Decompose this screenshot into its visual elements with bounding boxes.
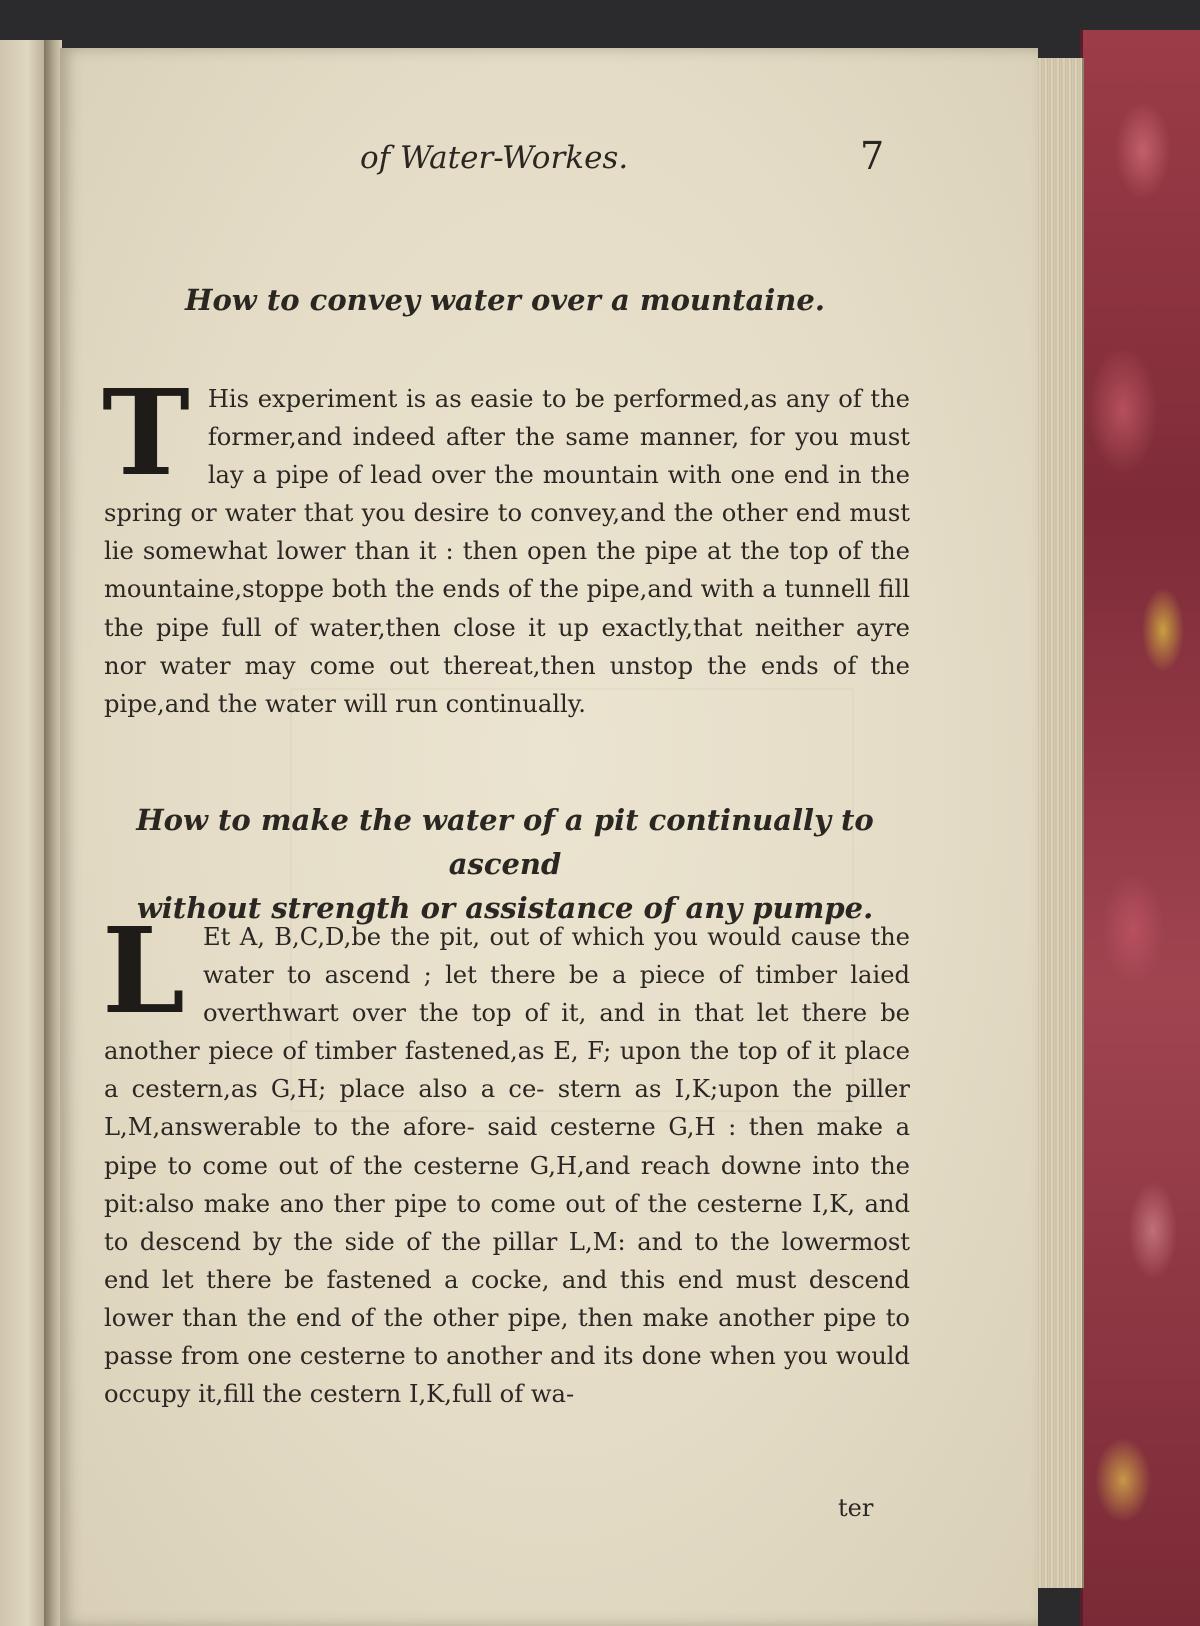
running-head-title: of Water-Workes.	[360, 140, 629, 176]
section-1-paragraph	[102, 363, 910, 723]
section-heading-1: How to convey water over a mountaine.	[185, 283, 825, 317]
dropcap-t: T	[102, 363, 190, 502]
section-heading-2	[100, 798, 910, 930]
running-head	[100, 128, 910, 188]
dropcap-l: L	[102, 901, 185, 1040]
page-number: 7	[860, 134, 885, 178]
section-1-body: His experiment is as easie to be performed,as any of the former,and indeed after the same manner, for you must lay a pipe of lead over the mountain with one end in the spring or water that you desire to convey,and the other end must lie somewhat lower than it : then open the pipe at the top of the mountaine,stoppe both the ends of the pipe,and with a tunnell fill the pipe full of water,then close it up exactly,that neither ayre nor water may come out thereat,then unstop the ends of the pipe,and the water will run continually.	[104, 385, 910, 718]
section-heading-2-line-1: How to make the water of a pit continually to ascend	[136, 803, 874, 881]
facing-page-edge	[0, 40, 46, 1626]
book-page	[60, 48, 1038, 1626]
section-2-body: Et A, B,C,D,be the pit, out of which you would cause the water to ascend ; let there be a piece of timber laied overthwart over the top of it, and in that let there be another piece of timber fastened,as E, F; upon the top of it place a cestern,as G,H; place also a ce- stern as I,K;upon the piller L,M,answerable to the afore- said cesterne G,H : then make a pipe to come out of the cesterne G,H,and reach downe into the pit:also make ano ther pipe to come out of the cesterne I,K, and to descend by the side of the pillar L,M: and to the lowermost end let there be fastened a cocke, and this end must descend lower than the end of the other pipe, then make another pipe to passe from one cesterne to another and its done when you would occupy it,fill the cestern I,K,full of wa-	[104, 923, 910, 1409]
page-edges	[1036, 58, 1084, 1588]
section-heading-2-line-2: without strength or assistance of any pumpe.	[136, 891, 874, 925]
marbled-cover	[1080, 30, 1200, 1626]
catchword: ter	[838, 1494, 874, 1522]
